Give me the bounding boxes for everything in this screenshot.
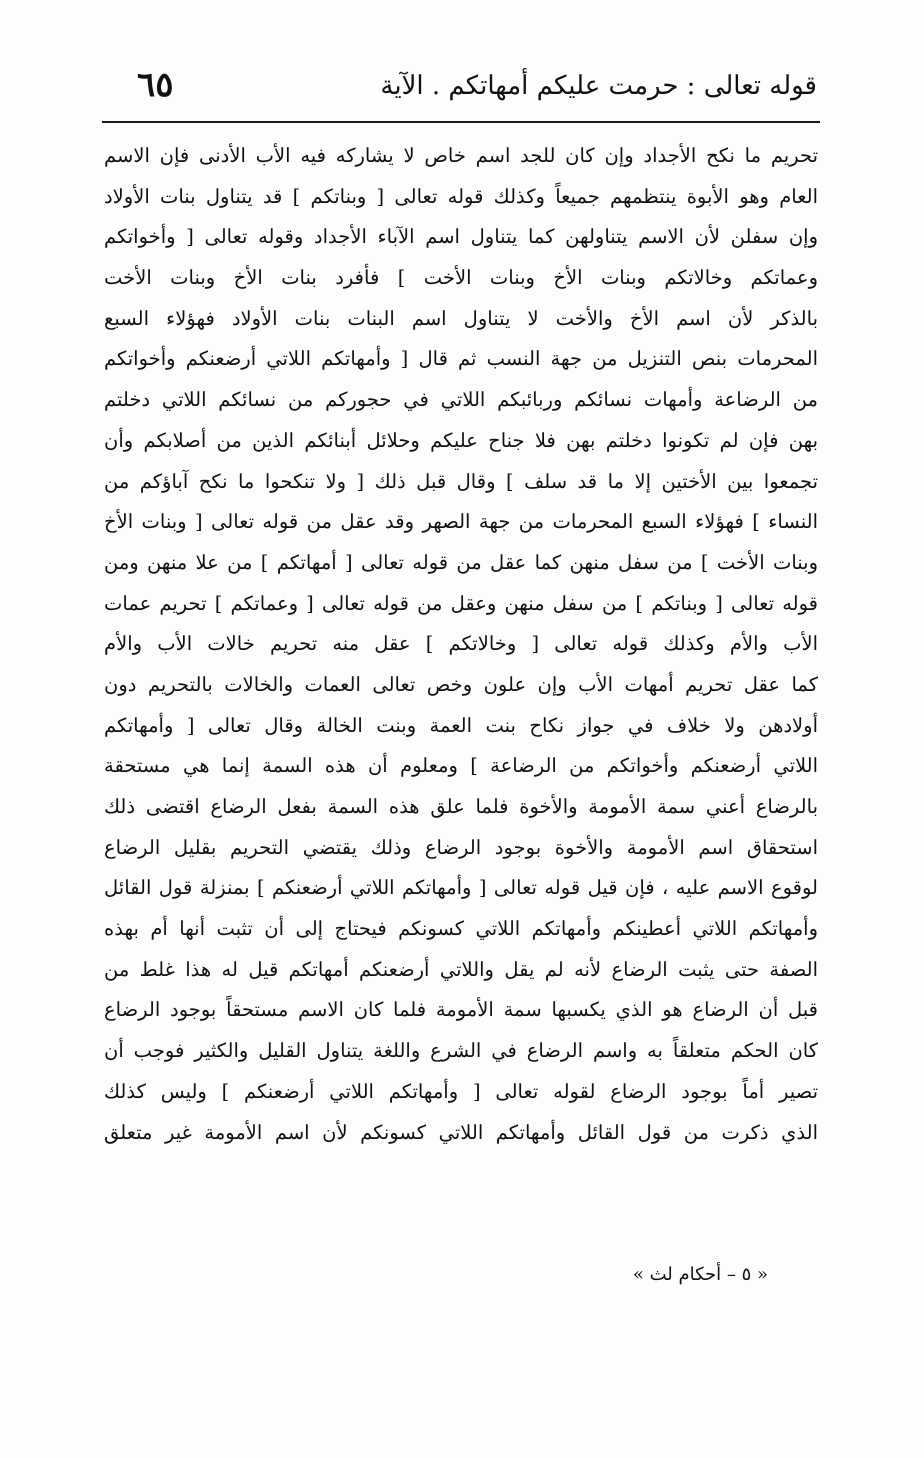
text-line: المحرمات بنص التنزيل من جهة النسب ثم قال [ وأمهاتكم اللاتي أرضعنكم وأخواتكم bbox=[104, 347, 818, 371]
text-line: وعماتكم وخالاتكم وبنات الأخ وبنات الأخت ] فأفرد بنات الأخ وبنات الأخت bbox=[104, 266, 818, 290]
text-line: الذي ذكرت من قول القائل وأمهاتكم اللاتي كسونكم لأن اسم الأمومة غير متعلق bbox=[104, 1120, 818, 1144]
body-text bbox=[104, 136, 818, 1153]
header-rule bbox=[102, 121, 820, 123]
text-line: النساء ] فهؤلاء السبع المحرمات من جهة الصهر وقد عقل من قوله تعالى [ وبنات الأخ bbox=[104, 510, 818, 534]
text-line: لوقوع الاسم عليه ، فإن قيل قوله تعالى [ وأمهاتكم اللاتي أرضعنكم ] بمنزلة قول القائل bbox=[104, 876, 818, 900]
text-line: أولادهن ولا خلاف في جواز نكاح بنت العمة وبنت الخالة وقال تعالى [ وأمهاتكم bbox=[104, 713, 818, 737]
running-title: قوله تعالى : حرمت عليكم أمهاتكم . الآية bbox=[380, 71, 817, 101]
text-line: بالرضاع أعني سمة الأمومة والأخوة فلما علق هذه السمة بفعل الرضاع اقتضى ذلك bbox=[104, 795, 818, 818]
text-line: وأمهاتكم اللاتي أعطينكم وأمهاتكم اللاتي كسونكم فيحتاج إلى أن تثبت أنها أم بهذه bbox=[104, 917, 818, 941]
text-line: وبنات الأخت ] من سفل منهن كما عقل من قوله تعالى [ أمهاتكم ] من علا منهن ومن bbox=[104, 550, 818, 574]
text-line: استحقاق اسم الأمومة والأخوة بوجود الرضاع وذلك يقتضي التحريم بقليل الرضاع bbox=[104, 835, 818, 859]
signature-mark: « ٥ – أحكام لث » bbox=[632, 1264, 768, 1285]
text-line: تصير أماً بوجود الرضاع لقوله تعالى [ وأمهاتكم اللاتي أرضعنكم ] وليس كذلك bbox=[104, 1079, 818, 1103]
text-line: بهن فإن لم تكونوا دخلتم بهن فلا جناح عليكم وحلائل أبنائكم الذين من أصلابكم وأن bbox=[104, 428, 818, 452]
text-line: وإن سفلن لأن الاسم يتناولهن كما يتناول اسم الآباء الأجداد وقوله تعالى [ وأخواتكم bbox=[104, 225, 818, 249]
page-number: ٦٥ bbox=[137, 65, 174, 105]
text-line: تحريم ما نكح الأجداد وإن كان للجد اسم خاص لا يشاركه فيه الأب الأدنى فإن الاسم bbox=[104, 144, 818, 167]
text-line: بالذكر لأن اسم الأخ والأخت لا يتناول اسم البنات بنات الأولاد فهؤلاء السبع bbox=[104, 306, 818, 330]
text-line: كما عقل تحريم أمهات الأب وإن علون وخص تعالى العمات والخالات بالتحريم دون bbox=[104, 672, 818, 696]
text-line: من الرضاعة وأمهات نسائكم وربائبكم اللاتي في حجوركم من نسائكم اللاتي دخلتم bbox=[104, 388, 818, 412]
text-line: قوله تعالى [ وبناتكم ] من سفل منهن وعقل من قوله تعالى [ وعماتكم ] تحريم عمات bbox=[104, 591, 818, 615]
running-header bbox=[105, 62, 817, 112]
text-line: العام وهو الأبوة ينتظمهم جميعاً وكذلك قوله تعالى [ وبناتكم ] قد يتناول بنات الأولاد bbox=[104, 184, 818, 208]
text-line: اللاتي أرضعنكم وأخواتكم من الرضاعة ] ومعلوم أن هذه السمة إنما هي مستحقة bbox=[104, 754, 818, 778]
text-line: قبل أن الرضاع هو الذي يكسبها سمة الأمومة فلما كان الاسم مستحقاً بوجود الرضاع bbox=[104, 998, 818, 1022]
text-line: الأب والأم وكذلك قوله تعالى [ وخالاتكم ] عقل منه تحريم خالات الأب والأم bbox=[104, 632, 818, 656]
text-line: الصفة حتى يثبت الرضاع لأنه لم يقل واللاتي أرضعنكم أمهاتكم قيل له هذا غلط من bbox=[104, 957, 818, 981]
text-line: تجمعوا بين الأختين إلا ما قد سلف ] وقال قبل ذلك [ ولا تنكحوا ما نكح آباؤكم من bbox=[104, 469, 818, 493]
text-line: كان الحكم متعلقاً به واسم الرضاع في الشرع واللغة يتناول القليل والكثير فوجب أن bbox=[104, 1039, 818, 1063]
